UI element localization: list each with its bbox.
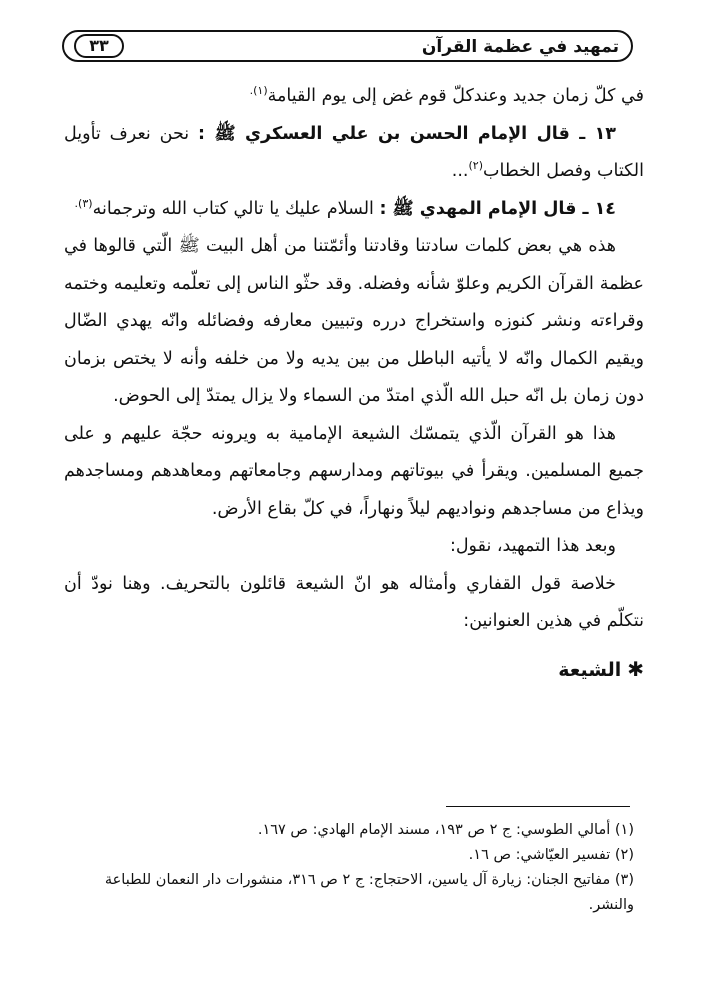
footnote-2: (٢) تفسير العيّاشي: ص ١٦. (468, 847, 634, 863)
footnote-ref-3: (٣). (74, 196, 93, 210)
paragraph-5: هذا هو القرآن الّذي يتمسّك الشيعة الإمامية به ويرونه حجّة عليهم و على جميع المسلمين. ويقرأ في بيوتاتهم ومدارسهم وجامعاتهم ومعاهدهم ومساجدهم ويذاع من مساجدهم ونواديهم ليلاً ونهاراً، في كلّ بقاع الأرض. (64, 423, 644, 519)
main-text (64, 78, 644, 689)
paragraph-1-text: في كلّ زمان جديد وعندكلّ قوم غض إلى يوم القيامة (267, 86, 644, 106)
paragraph-1 (64, 78, 644, 116)
footnotes (74, 818, 634, 918)
paragraph-7: خلاصة قول القفاري وأمثاله هو انّ الشيعة قائلون بالتحريف. وهنا نودّ أن نتكلّم في هذين العنوانين: (64, 573, 644, 631)
hadith-14-heading: ١٤ ـ قال الإمام المهدي ﷺ : (379, 198, 616, 219)
page-number: ٣٣ (74, 34, 124, 58)
hadith-13-heading: ١٣ ـ قال الإمام الحسن بن علي العسكري ﷺ : (198, 123, 616, 144)
footnote-divider (446, 806, 630, 807)
asterisk-star-icon: ✱ (627, 656, 644, 681)
paragraph-4: هذه هي بعض كلمات سادتنا وقادتنا وأئمّتنا من أهل البيت ﷺ الّتي قالوها في عظمة القرآن الكريم وعلوّ شأنه وفضله. وقد حثّو الناس إلى تعلّمه وتعليمه وختمه وقراءته ونشر كنوزه واستخراج درره وتبيين معارفه وفضائله وانّه يهدي الضّال ويقيم الكمال وانّه لا يأتيه الباطل من بين يديه ولا من خلفه وأنه لا يختص بزمان دون زمان بل انّه حبل الله الّذي امتدّ من السماء ولا يزال يمتدّ إلى الحوض. (64, 236, 644, 406)
footnote-ref-1: (١). (249, 84, 268, 98)
footnote-1: (١) أمالي الطوسي: ج ٢ ص ١٩٣، مسند الإمام الهادي: ص ١٦٧. (257, 822, 634, 838)
footnote-ref-2: (٢) (468, 159, 484, 173)
paragraph-6: وبعد هذا التمهيد، نقول: (449, 536, 616, 556)
running-header (62, 30, 633, 62)
section-heading (64, 651, 644, 690)
footnote-3: (٣) مفاتيح الجنان: زيارة آل ياسين، الاحتجاج: ج ٢ ص ٣١٦، منشورات دار النعمان للطباعة والنشر. (104, 872, 634, 913)
hadith-13-text: نحن نعرف تأويل الكتاب وفصل الخطاب (64, 123, 644, 181)
hadith-14-text: السلام عليك يا تالي كتاب الله وترجمانه (92, 198, 380, 219)
section-heading-text: الشيعة (558, 658, 622, 681)
header-title: تمهيد في عظمة القرآن (421, 37, 619, 57)
hadith-13-tail: ... (451, 161, 469, 181)
paragraph-3 (64, 191, 644, 229)
paragraph-2 (64, 116, 644, 191)
